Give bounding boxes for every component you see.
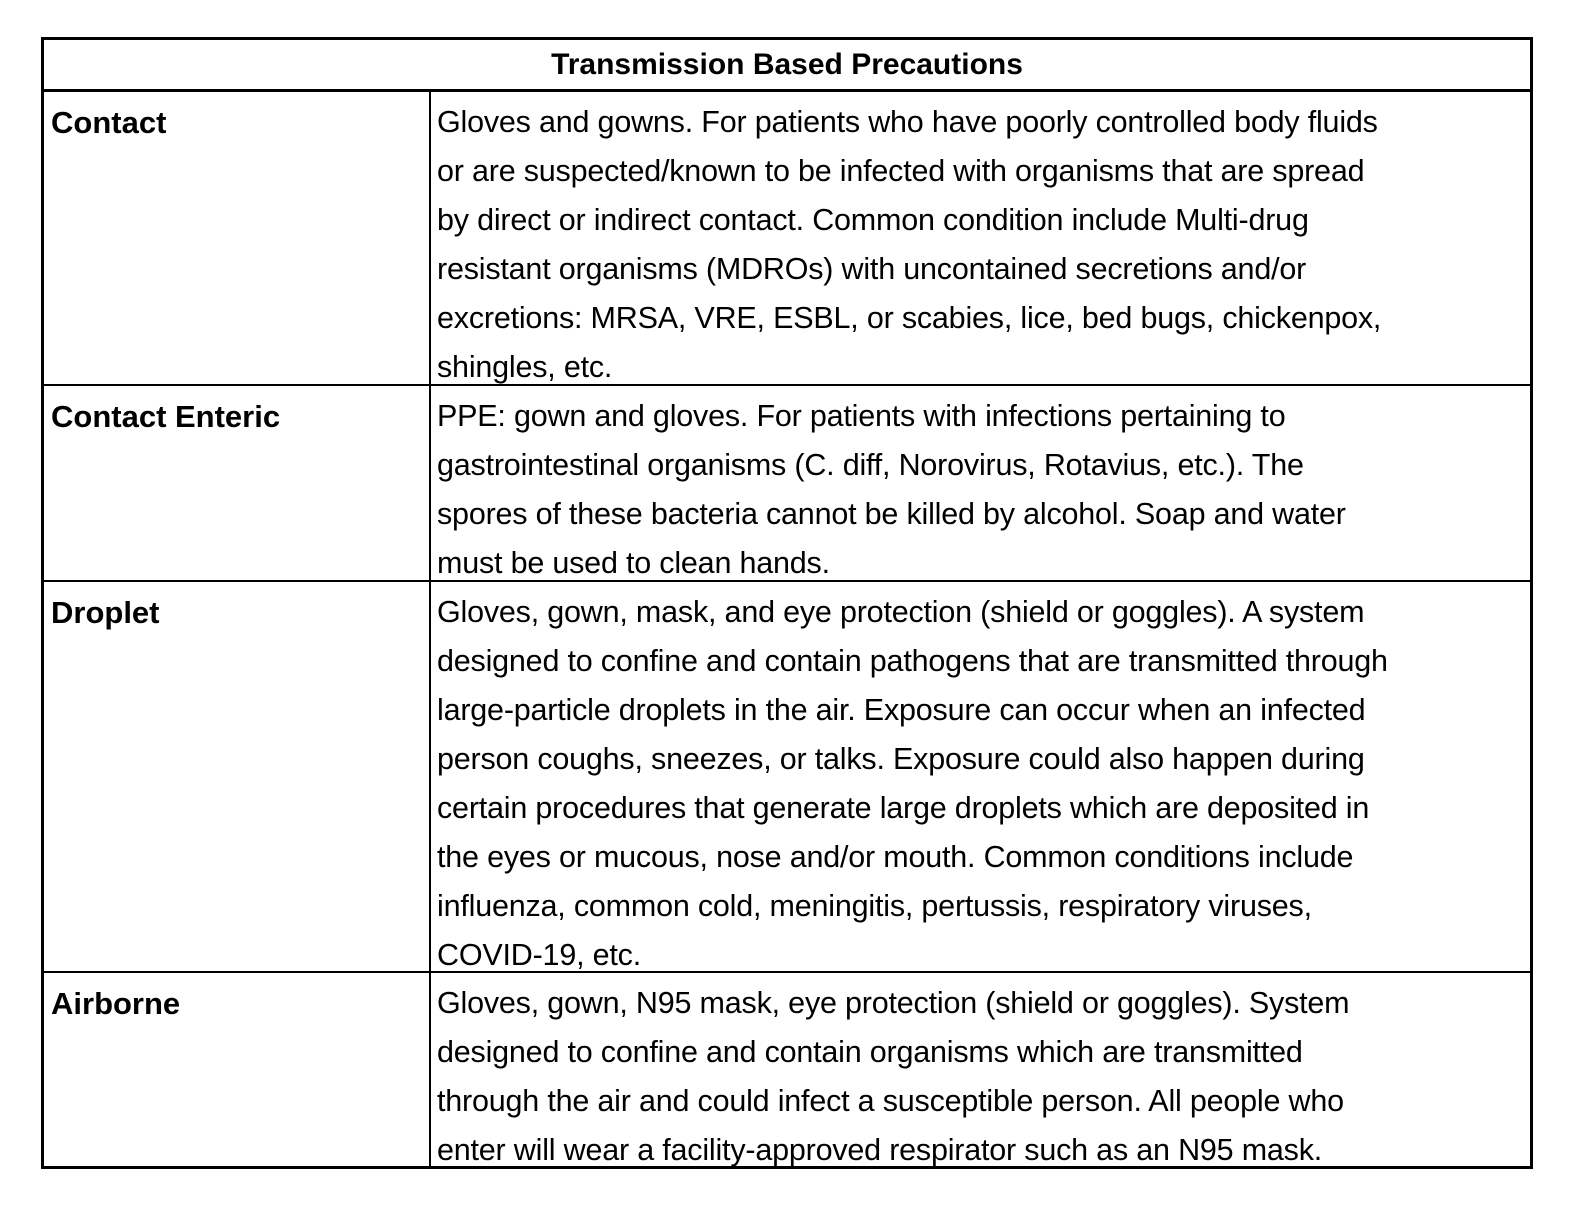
row-label-contact: Contact [44, 92, 431, 384]
row-label-droplet: Droplet [44, 582, 431, 971]
description-line: designed to confine and contain pathogens that are transmitted through [437, 644, 1388, 678]
row-label-airborne: Airborne [44, 973, 431, 1166]
description-line: spores of these bacteria cannot be killed by alcohol. Soap and water [437, 497, 1346, 531]
description-line: gastrointestinal organisms (C. diff, Norovirus, Rotavius, etc.). The [437, 448, 1304, 482]
description-line: certain procedures that generate large droplets which are deposited in [437, 791, 1370, 825]
description-line: person coughs, sneezes, or talks. Exposure could also happen during [437, 742, 1365, 776]
description-line: COVID-19, etc. [437, 938, 641, 972]
row-description-contact-enteric [431, 386, 1530, 580]
description-line: excretions: MRSA, VRE, ESBL, or scabies, lice, bed bugs, chickenpox, [437, 301, 1382, 335]
row-description-contact [431, 92, 1530, 384]
table-row-airborne [44, 973, 1530, 1166]
description-line: designed to confine and contain organisms which are transmitted [437, 1035, 1303, 1069]
row-label-contact-enteric: Contact Enteric [44, 386, 431, 580]
description-line: shingles, etc. [437, 350, 613, 384]
precautions-table [41, 37, 1533, 1169]
row-description-droplet [431, 582, 1530, 971]
description-line: large-particle droplets in the air. Exposure can occur when an infected [437, 693, 1366, 727]
description-line: through the air and could infect a susceptible person. All people who [437, 1084, 1344, 1118]
description-line: by direct or indirect contact. Common condition include Multi-drug [437, 203, 1309, 237]
description-line: PPE: gown and gloves. For patients with infections pertaining to [437, 399, 1286, 433]
description-line: must be used to clean hands. [437, 546, 830, 580]
description-line: resistant organisms (MDROs) with uncontained secretions and/or [437, 252, 1307, 286]
table-row-contact [44, 92, 1530, 386]
description-line: or are suspected/known to be infected with organisms that are spread [437, 154, 1365, 188]
table-row-contact-enteric [44, 386, 1530, 582]
description-line: Gloves, gown, N95 mask, eye protection (shield or goggles). System [437, 986, 1350, 1020]
description-line: Gloves and gowns. For patients who have poorly controlled body fluids [437, 105, 1378, 139]
description-line: influenza, common cold, meningitis, pertussis, respiratory viruses, [437, 889, 1312, 923]
description-line: Gloves, gown, mask, and eye protection (shield or goggles). A system [437, 595, 1365, 629]
description-line: enter will wear a facility-approved respirator such as an N95 mask. [437, 1133, 1323, 1167]
table-title: Transmission Based Precautions [44, 40, 1530, 92]
table-row-droplet [44, 582, 1530, 973]
row-description-airborne [431, 973, 1530, 1166]
description-line: the eyes or mucous, nose and/or mouth. Common conditions include [437, 840, 1354, 874]
